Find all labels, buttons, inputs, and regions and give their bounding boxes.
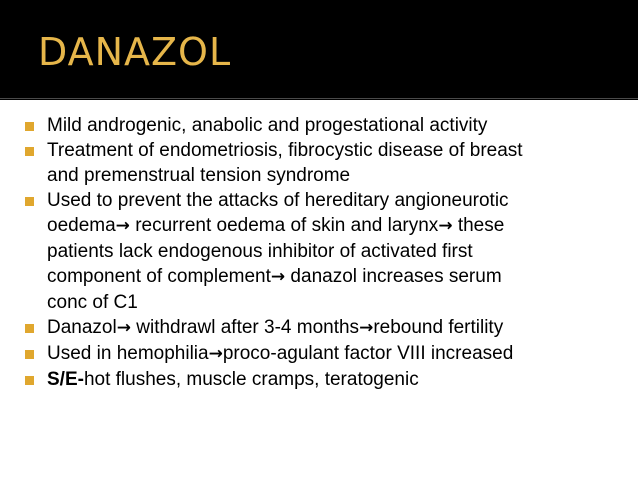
- square-bullet-icon: [25, 197, 34, 206]
- right-arrow-icon: →: [116, 318, 131, 338]
- bullet-text: Used in hemophilia: [47, 343, 209, 364]
- bullet-item-angioneurotic-oedema: [0, 188, 638, 315]
- square-bullet-icon: [25, 350, 34, 359]
- bullet-item-withdrawal: [0, 315, 638, 341]
- bullet-text: Treatment of endometriosis, fibrocystic disease of breast: [47, 140, 523, 161]
- bullet-text: recurrent oedema of skin and larynx: [129, 215, 439, 236]
- bullet-text: hot flushes, muscle cramps, teratogenic: [83, 369, 419, 390]
- right-arrow-icon: →: [270, 267, 286, 287]
- bullet-text: Danazol: [47, 317, 117, 338]
- bullet-text-line: [47, 213, 624, 239]
- bullet-item-side-effects: [0, 367, 638, 392]
- bullet-text: patients lack endogenous inhibitor of activated first: [47, 241, 473, 262]
- bullet-text: Mild androgenic, anabolic and progestational activity: [47, 115, 488, 136]
- bullet-item-hemophilia: [0, 341, 638, 367]
- title-band: [0, 0, 638, 99]
- bullet-text: danazol increases serum: [285, 266, 502, 287]
- bullet-list: [0, 100, 638, 392]
- bullet-text: conc of C1: [47, 292, 138, 313]
- square-bullet-icon: [25, 147, 34, 156]
- bullet-text-line: [47, 315, 624, 341]
- bullet-text: withdrawl after 3-4 months: [130, 317, 360, 338]
- bullet-text-line: [47, 367, 624, 392]
- bullet-text: Used to prevent the attacks of hereditary angioneurotic: [47, 190, 509, 211]
- square-bullet-icon: [25, 324, 34, 333]
- right-arrow-icon: →: [208, 344, 223, 364]
- right-arrow-icon: →: [115, 216, 130, 236]
- bullet-text: component of complement: [47, 266, 271, 287]
- bullet-item-treatment: [0, 138, 638, 188]
- bullet-text: oedema: [47, 215, 116, 236]
- content-area: [0, 100, 638, 479]
- bullet-text-line: [47, 264, 624, 290]
- slide-title: DANAZOL: [38, 30, 232, 74]
- side-effects-label: S/E-: [47, 369, 84, 390]
- bullet-text: rebound fertility: [373, 317, 504, 338]
- right-arrow-icon: →: [359, 318, 374, 338]
- right-arrow-icon: →: [438, 216, 453, 236]
- bullet-text-line: [47, 341, 624, 367]
- square-bullet-icon: [25, 376, 34, 385]
- bullet-text: proco-agulant factor VIII increased: [222, 343, 514, 364]
- square-bullet-icon: [25, 122, 34, 131]
- bullet-text: these: [452, 215, 505, 236]
- bullet-item-activity: [0, 113, 638, 138]
- bullet-text: and premenstrual tension syndrome: [47, 165, 351, 186]
